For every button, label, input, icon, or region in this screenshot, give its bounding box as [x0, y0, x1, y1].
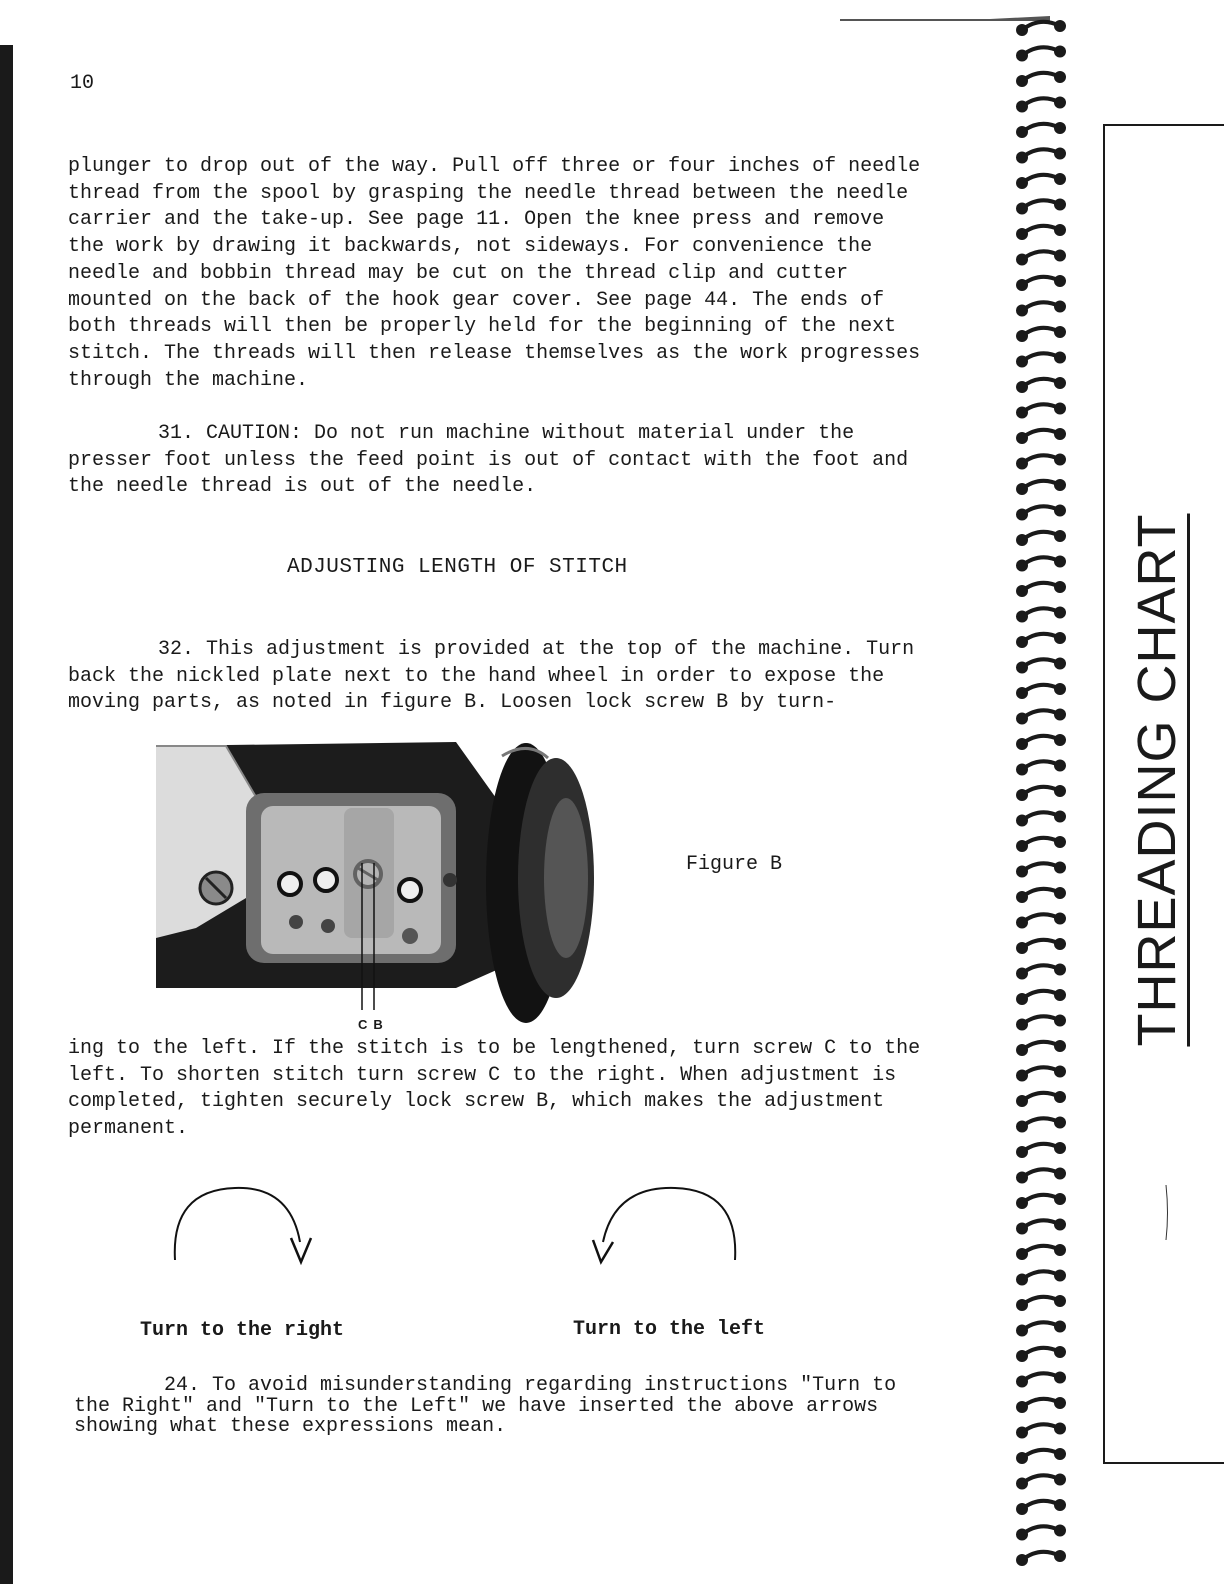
binding-coil	[1016, 530, 1066, 546]
label-screw-b: B	[373, 1017, 389, 1032]
binding-coil	[1016, 224, 1066, 240]
figure-b-caption: Figure B	[686, 853, 783, 876]
binding-coil	[1016, 1270, 1066, 1286]
binding-coil	[1016, 1499, 1066, 1515]
binding-coil	[1016, 1091, 1066, 1107]
binding-coil	[1016, 607, 1066, 623]
paragraph-32-end: ing to the left. If the stitch is to be lengthened, turn screw C to the left. To shorten stitch turn screw C to the right. When adjustment is completed, tighten securely lock screw B, which makes the adjustment permanent.	[68, 1037, 921, 1141]
spiral-binding	[1008, 0, 1088, 1584]
paragraph-32-start: 32. This adjustment is provided at the top of the machine. Turn back the nickled plate next to the hand wheel in order to expose the moving parts, as noted in figure B. Loosen lock screw B by turn-	[68, 638, 915, 715]
page-left-edge-shadow	[0, 45, 13, 1584]
binding-coil	[1016, 1117, 1066, 1133]
tab-mark	[1165, 1185, 1169, 1240]
binding-coil	[1016, 148, 1066, 164]
binding-coil	[1016, 1142, 1066, 1158]
turn-left-label: Turn to the left	[573, 1318, 766, 1341]
binding-coil	[1016, 1346, 1066, 1362]
side-tab-label	[1127, 513, 1190, 1047]
binding-coil	[1016, 97, 1066, 113]
binding-coil	[1016, 785, 1066, 801]
binding-coil	[1016, 989, 1066, 1005]
binding-coil	[1016, 1550, 1066, 1566]
figure-b-screw-labels	[358, 1017, 389, 1032]
binding-coil	[1016, 1193, 1066, 1209]
binding-coil	[1016, 581, 1066, 597]
binding-coil	[1016, 122, 1066, 138]
binding-coil	[1016, 734, 1066, 750]
binding-coil	[1016, 505, 1066, 521]
binding-coil	[1016, 454, 1066, 470]
binding-coil	[1016, 1168, 1066, 1184]
binding-coil	[1016, 811, 1066, 827]
binding-coil	[1016, 760, 1066, 776]
binding-coil	[1016, 173, 1066, 189]
binding-coil	[1016, 1448, 1066, 1464]
binding-coil	[1016, 913, 1066, 929]
paragraph-24: 24. To avoid misunderstanding regarding instructions "Turn to the Right" and "Turn to the Left" we have inserted the above arrows showing what these expressions mean.	[74, 1374, 897, 1438]
binding-coil	[1016, 1040, 1066, 1056]
binding-coil	[1016, 71, 1066, 87]
binding-coil	[1016, 1372, 1066, 1388]
turn-right-label: Turn to the right	[140, 1319, 345, 1342]
binding-coil	[1016, 250, 1066, 266]
binding-coil	[1016, 403, 1066, 419]
turn-left-arrow-icon	[585, 1180, 745, 1275]
binding-coil	[1016, 20, 1066, 36]
binding-coil	[1016, 479, 1066, 495]
binding-coil	[1016, 683, 1066, 699]
binding-coil	[1016, 301, 1066, 317]
binding-coil	[1016, 1525, 1066, 1541]
binding-coil	[1016, 632, 1066, 648]
paragraph-31-caution: 31. CAUTION: Do not run machine without material under the presser foot unless the feed point is out of contact with the foot and the needle thread is out of the needle.	[68, 422, 909, 499]
binding-coil	[1016, 428, 1066, 444]
binding-coil	[1016, 836, 1066, 852]
binding-coil	[1016, 1219, 1066, 1235]
binding-coil	[1016, 658, 1066, 674]
binding-coil	[1016, 377, 1066, 393]
figure-b-photo	[156, 738, 602, 1030]
binding-coil	[1016, 1295, 1066, 1311]
binding-coil	[1016, 199, 1066, 215]
turn-right-arrow-icon	[165, 1180, 325, 1275]
label-screw-c: C	[358, 1017, 374, 1032]
binding-coil	[1016, 1015, 1066, 1031]
binding-coil	[1016, 1244, 1066, 1260]
binding-coil	[1016, 862, 1066, 878]
binding-coil	[1016, 938, 1066, 954]
side-tab-text: THREADING CHART	[1130, 513, 1190, 1046]
binding-coil	[1016, 1321, 1066, 1337]
paragraph-30-continued: plunger to drop out of the way. Pull off three or four inches of needle thread from the spool by grasping the needle thread between the needle carrier and the take-up. See page 11. Open the knee press and remove the work by drawing it backwards, not sideways. For convenience the needle and bobbin thread may be cut on the thread clip and cutter mounted on the back of the hook gear cover. See page 44. The ends of both threads will then be properly held for the beginning of the next stitch. The threads will then release themselves as the work progresses through the machine.	[68, 155, 921, 392]
binding-coil	[1016, 887, 1066, 903]
binding-coil	[1016, 1397, 1066, 1413]
binding-coil	[1016, 1066, 1066, 1082]
binding-coil	[1016, 1423, 1066, 1439]
page-number: 10	[70, 72, 95, 95]
binding-coil	[1016, 1474, 1066, 1490]
binding-coil	[1016, 709, 1066, 725]
binding-coil	[1016, 275, 1066, 291]
binding-coil	[1016, 352, 1066, 368]
binding-coil	[1016, 46, 1066, 62]
binding-coil	[1016, 326, 1066, 342]
binding-coil	[1016, 556, 1066, 572]
binding-coil	[1016, 964, 1066, 980]
section-heading: ADJUSTING LENGTH OF STITCH	[287, 556, 628, 579]
